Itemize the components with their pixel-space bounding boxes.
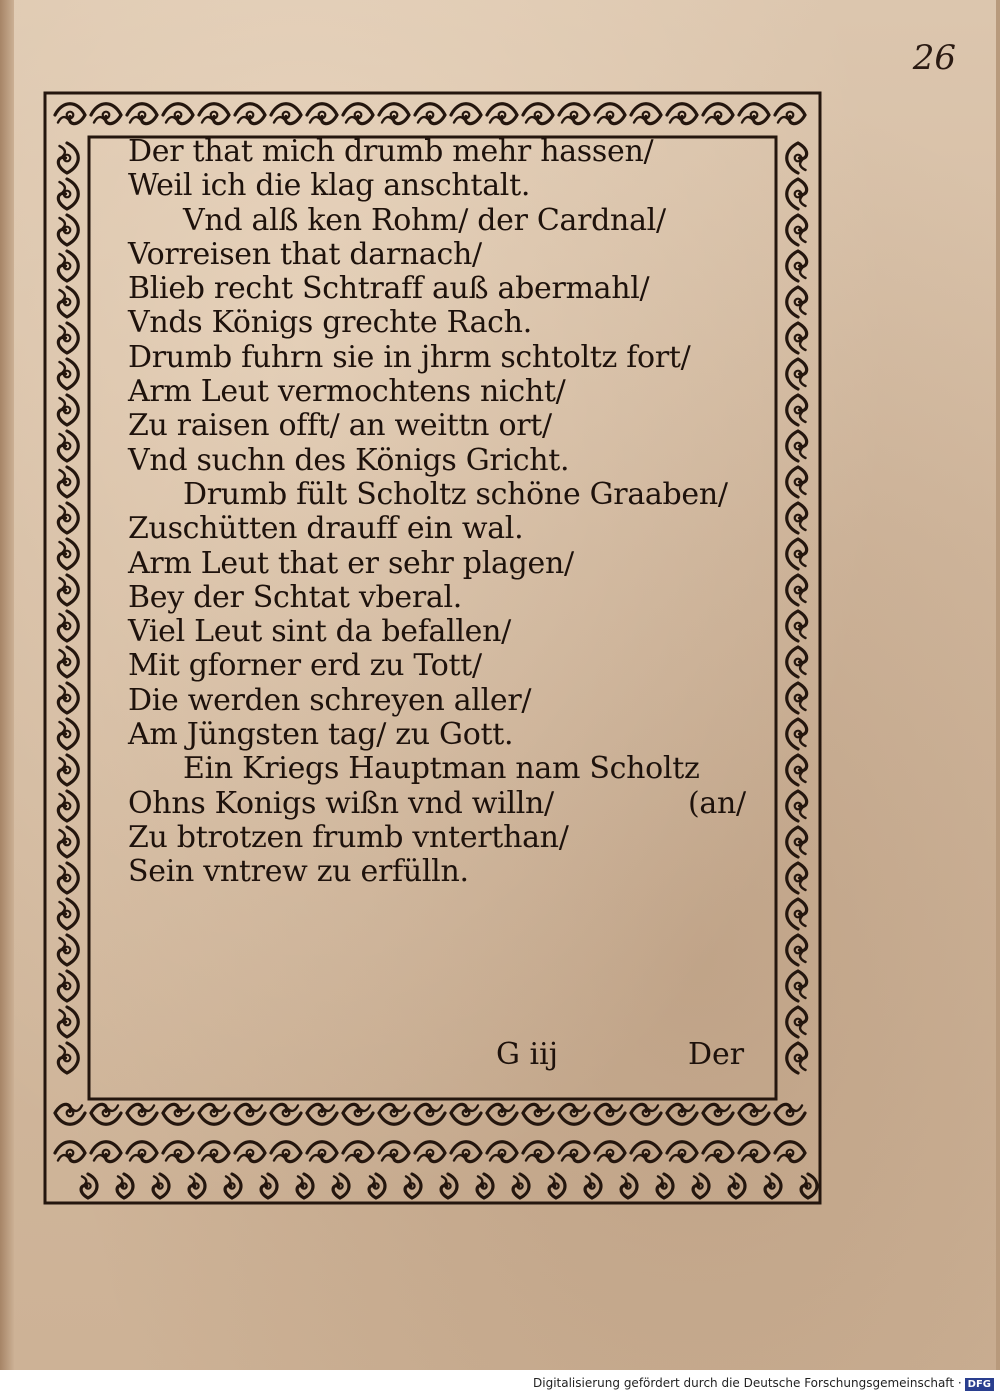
verse-line: Bey der Schtat vberal. [128, 579, 462, 615]
credit-text: Digitalisierung gefördert durch die Deutsche Forschungsgemeinschaft · [533, 1376, 962, 1390]
verse-line: Vnd suchn des Königs Gricht. [128, 442, 570, 478]
signature-mark: G iij [496, 1037, 558, 1072]
verse-line: Vorreisen that darnach/ [128, 236, 482, 272]
funding-credit [533, 1376, 994, 1391]
verse-line: Weil ich die klag anschtalt. [128, 168, 531, 204]
verse-line: Ein Kriegs Hauptman nam Scholtz [183, 751, 700, 787]
poem-text-block [128, 135, 778, 890]
verse-line: Arm Leut vermochtens nicht/ [128, 374, 566, 410]
verse-line: Vnd alß ken Rohm/ der Cardnal/ [183, 202, 666, 238]
verse-line: Zu btrotzen frumb vnterthan/ [128, 819, 569, 855]
verse-line: Zu raisen offt/ an weittn ort/ [128, 408, 552, 444]
verse-line: Vnds Königs grechte Rach. [128, 305, 532, 341]
verse-line: Arm Leut that er sehr plagen/ [128, 545, 574, 581]
verse-line [128, 787, 778, 821]
viewer-footer [0, 1370, 1000, 1400]
catchword: Der [688, 1037, 745, 1072]
verse-line: Zuschütten drauff ein wal. [128, 511, 524, 547]
verse-line: Die werden schreyen aller/ [128, 682, 532, 718]
verse-line: Blieb recht Schtraff auß abermahl/ [128, 271, 650, 307]
verse-line-carryover: (an/ [688, 785, 746, 821]
verse-line: Viel Leut sint da befallen/ [128, 614, 511, 650]
verse-line: Drumb fuhrn sie in jhrm schtoltz fort/ [128, 339, 691, 375]
verse-line-text: Ohns Konigs wißn vnd willn/ [128, 785, 554, 821]
verse-line: Am Jüngsten tag/ zu Gott. [128, 717, 514, 753]
folio-number: 26 [912, 38, 956, 78]
dfg-logo-icon: DFG [965, 1378, 994, 1391]
verse-line: Der that mich drumb mehr hassen/ [128, 134, 654, 169]
page-footer-line [128, 1037, 768, 1077]
page-gutter-edge [0, 0, 14, 1370]
verse-line: Mit gforner erd zu Tott/ [128, 648, 482, 684]
verse-line: Sein vntrew zu erfülln. [128, 854, 469, 890]
verse-line: Drumb fült Scholtz schöne Graaben/ [183, 476, 728, 512]
